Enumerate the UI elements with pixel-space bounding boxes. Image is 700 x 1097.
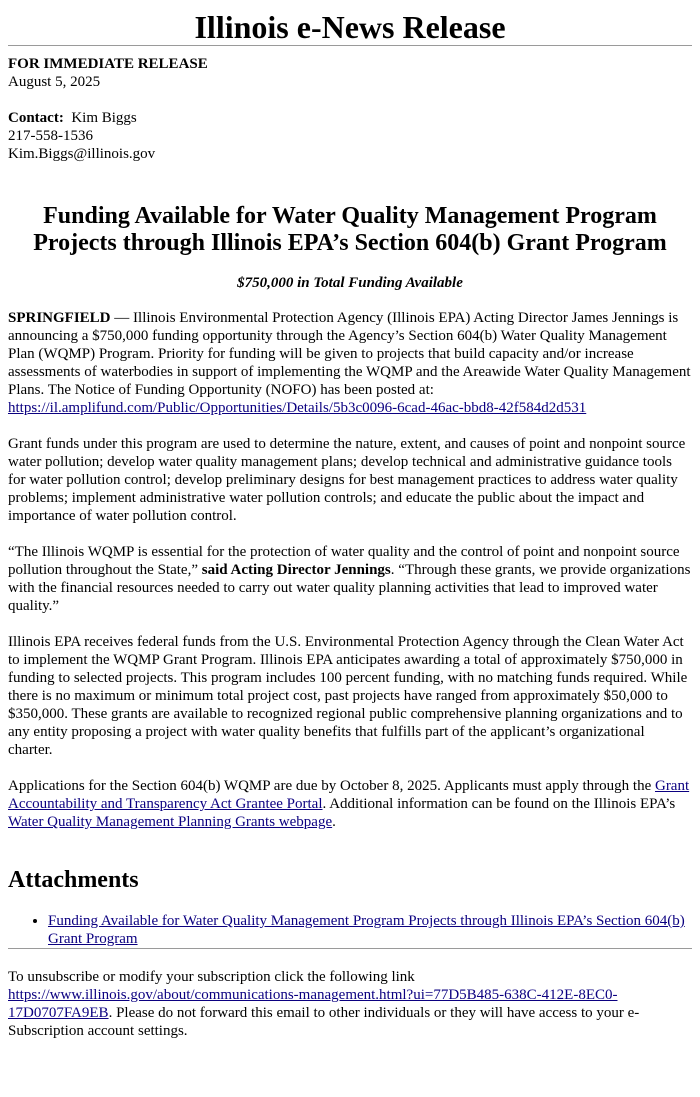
subheadline: $750,000 in Total Funding Available: [237, 275, 463, 291]
release-label: FOR IMMEDIATE RELEASE: [8, 56, 208, 72]
contact-phone: 217-558-1536: [8, 128, 93, 144]
release-info: [8, 55, 692, 91]
release-date: August 5, 2025: [8, 74, 101, 90]
dateline: SPRINGFIELD: [8, 310, 111, 326]
nofo-link[interactable]: https://il.amplifund.com/Public/Opportunities/Details/5b3c0096-6cad-46ac-bbd8-42f584d2d531: [8, 400, 587, 416]
contact-info: [8, 109, 692, 163]
contact-email: Kim.Biggs@illinois.gov: [8, 146, 156, 162]
attachments-heading: Attachments: [8, 867, 139, 893]
divider: [8, 45, 692, 46]
attachments-list: [8, 912, 692, 948]
contact-name: Kim Biggs: [71, 110, 137, 126]
divider: [8, 948, 692, 949]
paragraph-intro: SPRINGFIELD — Illinois Environmental Protection Agency (Illinois EPA) Acting Director James Jennings is announcing a $750,000 funding opportunity through the Agency’s Section 604(b) Water Quality Management Plan (WQMP) Program. Priority for funding will be given to projects that build capacity and/or increase assessments of waterbodies in support of implementing the WQMP and the Areawide Water Quality Management Plans. The Notice of Funding Opportunity (NOFO) has been posted at: https://il.amplifund.com/Public/Opportunities/Details/5b3c0096-6cad-46ac-bbd8-42f584d2d531: [8, 310, 691, 416]
unsubscribe-link[interactable]: https://www.illinois.gov/about/communications-management.html?ui=77D5B485-638C-412E-8EC0-17D0707FA9EB: [8, 987, 618, 1021]
paragraph-grant-uses: Grant funds under this program are used to determine the nature, extent, and causes of point and nonpoint source water pollution; develop water quality management plans; develop technical and administrative guidance tools for water pollution control; develop preliminary designs for best management practices to address water quality problems; implement administrative water pollution controls; and educate the public about the impact and importance of water pollution control.: [8, 436, 686, 524]
quote-attribution: said Acting Director Jennings: [201, 562, 391, 578]
paragraph-funding-details: Illinois EPA receives federal funds from the U.S. Environmental Protection Agency through the Clean Water Act to implement the WQMP Grant Program. Illinois EPA anticipates awarding a total of approximately $750,000 in funding to selected projects. This program includes 100 percent funding, with no matching funds required. While there is no maximum or minimum total project cost, past projects have ranged from approximately $50,000 to $350,000. These grants are available to recognized regional public comprehensive planning organizations and to any entity proposing a project with water quality benefits that fulfills part of the applicant’s organizational charter.: [8, 634, 688, 758]
paragraph-quote: “The Illinois WQMP is essential for the protection of water quality and the control of point and nonpoint source pollution throughout the State,” said Acting Director Jennings. “Through these grants, we provide organizations with the financial resources needed to carry out water quality planning activities that lead to improved water quality.”: [8, 544, 691, 614]
attachment-link[interactable]: Funding Available for Water Quality Management Program Projects through Illinois EPA’s Section 604(b) Grant Program: [48, 913, 685, 947]
contact-label: Contact:: [8, 110, 64, 126]
wqmp-grants-webpage-link[interactable]: Water Quality Management Planning Grants webpage: [8, 814, 333, 830]
page-title: Illinois e-News Release: [194, 9, 506, 45]
grantee-portal-link[interactable]: Grant Accountability and Transparency Act Grantee Portal: [8, 778, 690, 812]
paragraph-applications: Applications for the Section 604(b) WQMP are due by October 8, 2025. Applicants must apply through the Grant Accountability and Transparency Act Grantee Portal. Additional information can be found on the Illinois EPA’s Water Quality Management Planning Grants webpage.: [8, 778, 690, 830]
list-item: [48, 912, 692, 948]
footer-unsubscribe: To unsubscribe or modify your subscription click the following link https://www.illinois.gov/about/communications-management.html?ui=77D5B485-638C-412E-8EC0-17D0707FA9EB. Please do not forward this email to other individuals or they will have access to your e-Subscription account settings.: [8, 969, 640, 1039]
headline: Funding Available for Water Quality Management Program Projects through Illinois EPA’s Section 604(b) Grant Program: [33, 203, 667, 256]
